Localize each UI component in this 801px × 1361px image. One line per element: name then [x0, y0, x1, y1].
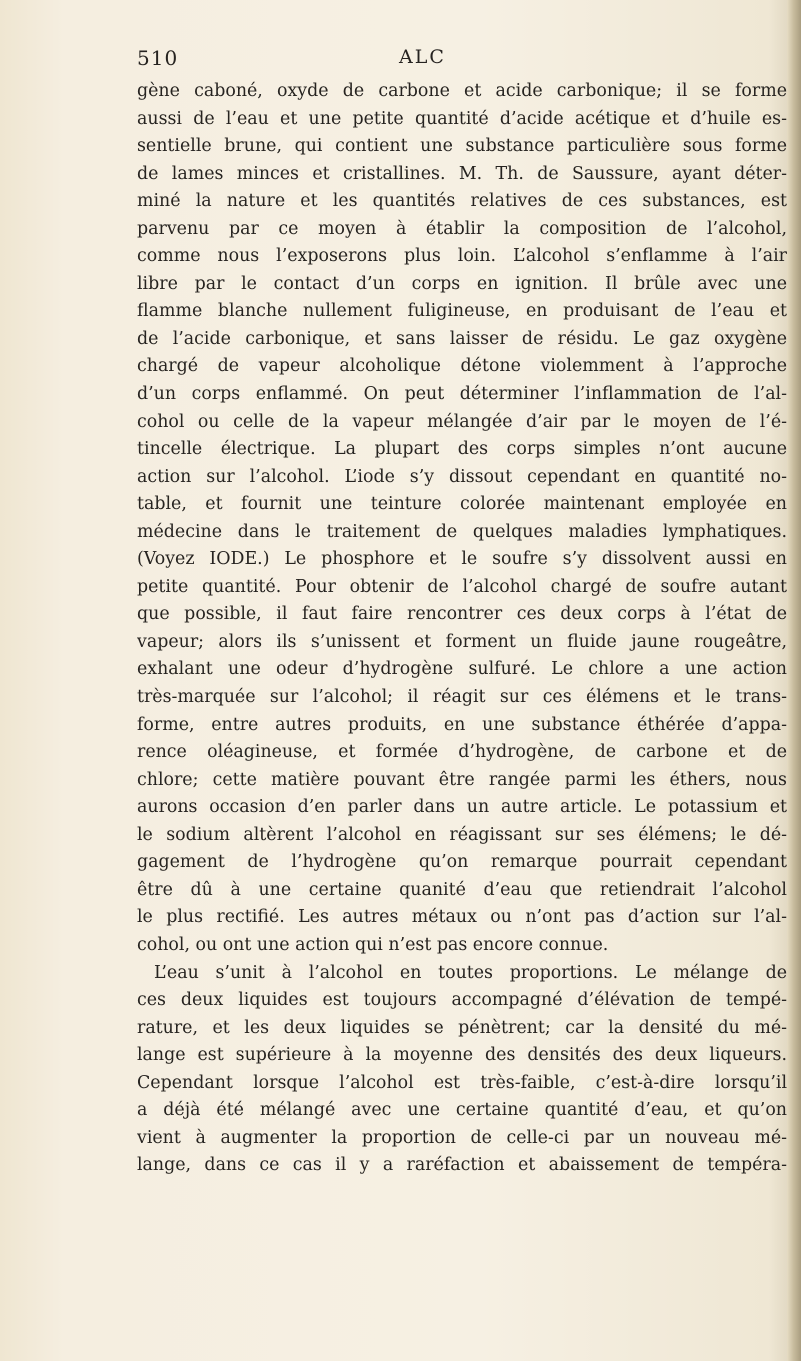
text-line: gagement de l’hydrogène qu’on remarque pourrait cependant — [137, 852, 787, 873]
text-line: lange, dans ce cas il y a raréfaction et abaissement de tempéra- — [137, 1155, 787, 1176]
text-line: lange est supérieure à la moyenne des densités des deux liqueurs. — [137, 1045, 787, 1066]
text-line: rence oléagineuse, et formée d’hydrogène, de carbone et de — [137, 742, 787, 763]
text-line: libre par le contact d’un corps en ignition. Il brûle avec une — [137, 273, 787, 294]
body-text — [137, 78, 787, 1180]
text-line: L’eau s’unit à l’alcohol en toutes proportions. Le mélange de — [154, 962, 787, 983]
page-header — [137, 46, 657, 76]
text-line: gène caboné, oxyde de carbone et acide carbonique; il se forme — [137, 81, 787, 101]
text-line: de l’acide carbonique, et sans laisser de résidu. Le gaz oxygène — [137, 328, 787, 349]
text-line: chargé de vapeur alcoholique détone violemment à l’approche — [137, 356, 787, 377]
text-line: très-marquée sur l’alcohol; il réagit sur ces élémens et le trans- — [137, 687, 787, 708]
text-line: exhalant une odeur d’hydrogène sulfuré. Le chlore a une action — [137, 659, 787, 680]
text-line: être dû à une certaine quanité d’eau que retiendrait l’alcohol — [137, 879, 787, 900]
text-line: aurons occasion d’en parler dans un autre article. Le potassium et — [137, 797, 787, 818]
text-line: ces deux liquides est toujours accompagné d’élévation de tempé- — [137, 990, 787, 1011]
text-line: le plus rectifié. Les autres métaux ou n’ont pas d’action sur l’al- — [137, 907, 787, 928]
text-line: vapeur; alors ils s’unissent et forment un fluide jaune rougeâtre, — [137, 631, 787, 652]
text-line: aussi de l’eau et une petite quantité d’acide acétique et d’huile es- — [137, 108, 787, 129]
text-line: cohol, ou ont une action qui n’est pas encore connue. — [137, 934, 609, 955]
text-line: médecine dans le traitement de quelques maladies lymphatiques. — [137, 521, 787, 542]
page-edge — [787, 0, 801, 1361]
text-line: petite quantité. Pour obtenir de l’alcohol chargé de soufre autant — [137, 576, 787, 597]
text-line: le sodium altèrent l’alcohol en réagissant sur ses élémens; le dé- — [137, 824, 787, 845]
text-line: vient à augmenter la proportion de celle-ci par un nouveau mé- — [137, 1127, 787, 1148]
text-line: forme, entre autres produits, en une substance éthérée d’appa- — [137, 714, 787, 735]
running-head: ALC — [399, 46, 446, 68]
text-line: a déjà été mélangé avec une certaine quantité d’eau, et qu’on — [137, 1100, 787, 1121]
text-line: que possible, il faut faire rencontrer ces deux corps à l’état de — [137, 604, 787, 625]
text-line: tincelle électrique. La plupart des corps simples n’ont aucune — [137, 439, 787, 460]
text-line: miné la nature et les quantités relatives de ces substances, est — [137, 191, 787, 212]
text-line: rature, et les deux liquides se pénètrent; car la densité du mé- — [137, 1017, 787, 1038]
text-line: chlore; cette matière pouvant être rangée parmi les éthers, nous — [137, 769, 787, 790]
text-line: Cependant lorsque l’alcohol est très-faible, c’est-à-dire lorsqu’il — [137, 1072, 787, 1093]
text-line: cohol ou celle de la vapeur mélangée d’air par le moyen de l’é- — [137, 411, 787, 432]
text-line: comme nous l’exposerons plus loin. L’alcohol s’enflamme à l’air — [137, 246, 787, 267]
text-line: action sur l’alcohol. L’iode s’y dissout cependant en quantité no- — [137, 466, 787, 487]
text-line: flamme blanche nullement fuligineuse, en produisant de l’eau et — [137, 301, 787, 322]
text-line: (Voyez IODE.) Le phosphore et le soufre s’y dissolvent aussi en — [137, 549, 787, 570]
text-line: table, et fournit une teinture colorée maintenant employée en — [137, 494, 787, 515]
text-line: de lames minces et cristallines. M. Th. de Saussure, ayant déter- — [137, 163, 787, 184]
text-line: sentielle brune, qui contient une substance particulière sous forme — [137, 136, 787, 157]
page-number: 510 — [137, 46, 179, 70]
text-line: parvenu par ce moyen à établir la composition de l’alcohol, — [137, 218, 787, 239]
text-line: d’un corps enflammé. On peut déterminer l’inflammation de l’al- — [137, 384, 787, 405]
